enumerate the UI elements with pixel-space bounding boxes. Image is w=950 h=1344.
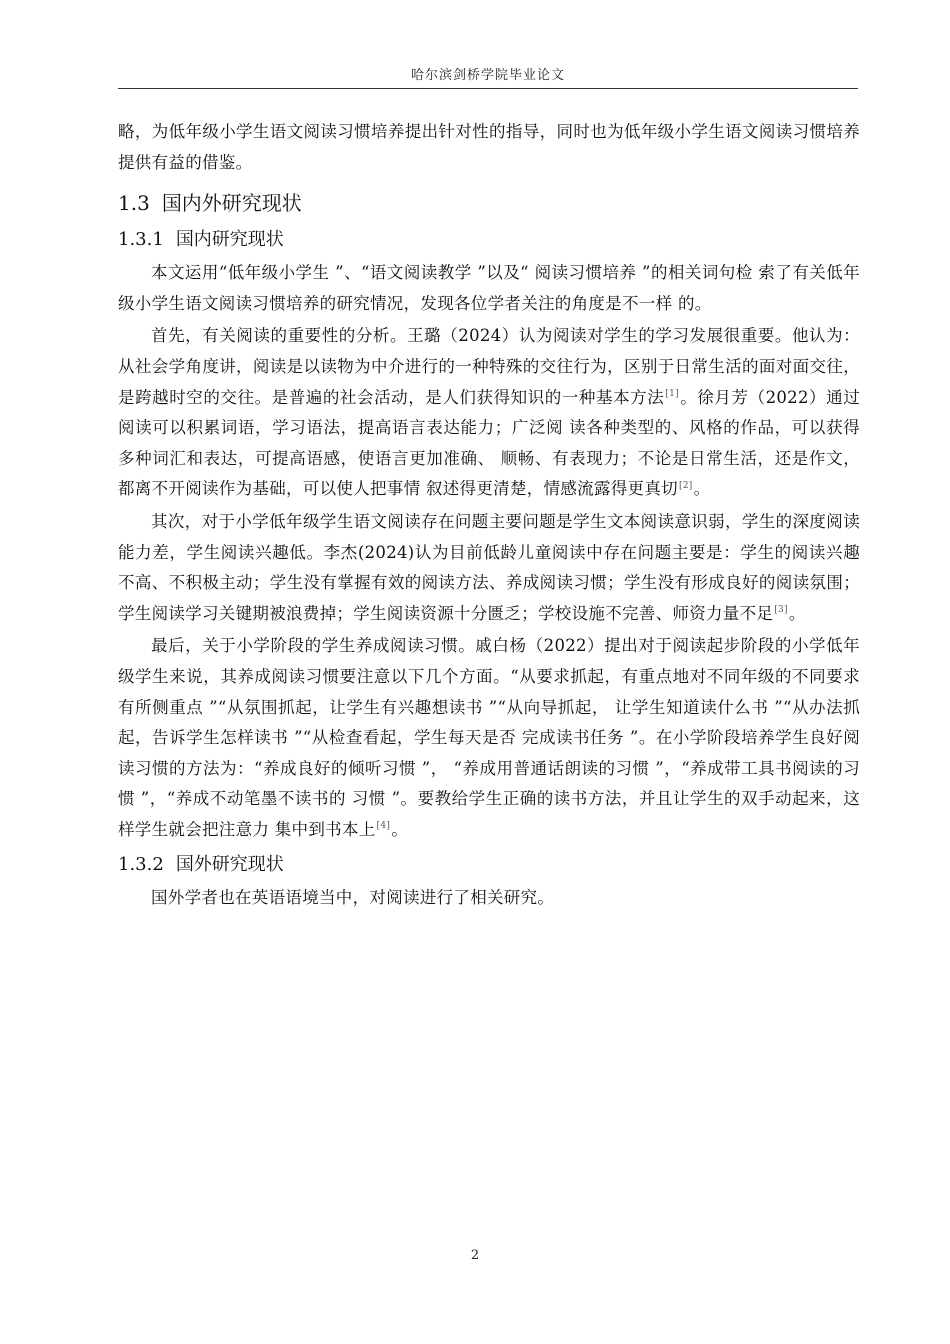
header-divider (118, 88, 858, 89)
paragraph-text: 。徐月芳（2022）通过阅读可以积累词语，学习语法，提高语言表达能力；广泛阅 读各种类型的、风格的作品，可以获得多种词汇和表达，可提高语感，使语言更加准确、 顺畅、有表现力；不论是日常生活，还是作文，都离不开阅读作为基础，可以使人把事情 叙述得更清楚，情感流露得更真切 (118, 387, 860, 499)
heading-number: 1.3 (118, 191, 150, 216)
page-body (118, 117, 860, 914)
heading-1-3-2 (118, 851, 860, 879)
citation-2: [2] (678, 480, 693, 491)
citation-4: [4] (376, 821, 391, 832)
paragraph-text: 首先，有关阅读的重要性的分析。王璐（2024）认为阅读对学生的学习发展很重要。他认为：从社会学角度讲，阅读是以读物为中介进行的一种特殊的交往行为，区别于日常生活的面对面交往，是跨越时空的交往。是普遍的社会活动，是人们获得知识的一种基本方法 (118, 326, 860, 407)
paragraph-1: 本文运用“低年级小学生 ”、“语文阅读教学 ”以及“ 阅读习惯培养 ”的相关词句检 索了有关低年级小学生语文阅读习惯培养的研究情况，发现各位学者关注的角度是不一样 的。 (118, 263, 860, 313)
heading-title: 国内外研究现状 (161, 191, 302, 216)
page-number: 2 (470, 1248, 480, 1263)
paragraph-4 (118, 631, 860, 845)
heading-title: 国外研究现状 (175, 854, 284, 876)
paragraph-intro-tail: 略，为低年级小学生语文阅读习惯培养提出针对性的指导，同时也为低年级小学生语文阅读习惯培养提供有益的借鉴。 (118, 122, 860, 172)
heading-title: 国内研究现状 (175, 229, 284, 251)
heading-1-3 (118, 188, 860, 218)
paragraph-text: 。 (693, 479, 711, 499)
paragraph-2 (118, 321, 860, 505)
paragraph-text: 其次，对于小学低年级学生语文阅读存在问题主要问题是学生文本阅读意识弱，学生的深度阅读能力差，学生阅读兴趣低。李杰(2024)认为目前低龄儿童阅读中存在问题主要是：学生的阅读兴趣不高、不积极主动；学生没有掌握有效的阅读方法、养成阅读习惯；学生没有形成良好的阅读氛围；学生阅读学习关键期被浪费掉；学生阅读资源十分匮乏；学校设施不完善、师资力量不足 (118, 511, 860, 623)
paragraph-text: 最后，关于小学阶段的学生养成阅读习惯。戚白杨（2022）提出对于阅读起步阶段的小学低年级学生来说，其养成阅读习惯要注意以下几个方面。“从要求抓起，有重点地对不同年级的不同要求有所侧重点 ”“从氛围抓起，让学生有兴趣想读书 ”“从向导抓起， 让学生知道读什么书 ”“从办法抓起，告诉学生怎样读书 ”“从检查看起，学生每天是否 完成读书任务 ”。在小学阶段培养学生良好阅读习惯的方法为：“养成良好的倾听习惯 ”， “养成用普通话朗读的习惯 ”，“养成带工具书阅读的习惯 ”，“养成不动笔墨不读书的 习惯 ”。要教给学生正确的读书方法，并且让学生的双手动起来，这样学生就会把注意力 集中到书本上 (118, 636, 860, 839)
paragraph-text: 。 (788, 603, 806, 623)
citation-1: [1] (665, 389, 679, 400)
running-header: 哈尔滨剑桥学院毕业论文 (410, 68, 565, 83)
heading-number: 1.3.2 (118, 854, 164, 876)
paragraph-text: 。 (391, 819, 409, 839)
paragraph-5: 国外学者也在英语语境当中，对阅读进行了相关研究。 (151, 888, 555, 908)
heading-1-3-1 (118, 226, 860, 254)
paragraph-3 (118, 507, 860, 629)
citation-3: [3] (774, 605, 788, 616)
heading-number: 1.3.1 (118, 229, 164, 251)
